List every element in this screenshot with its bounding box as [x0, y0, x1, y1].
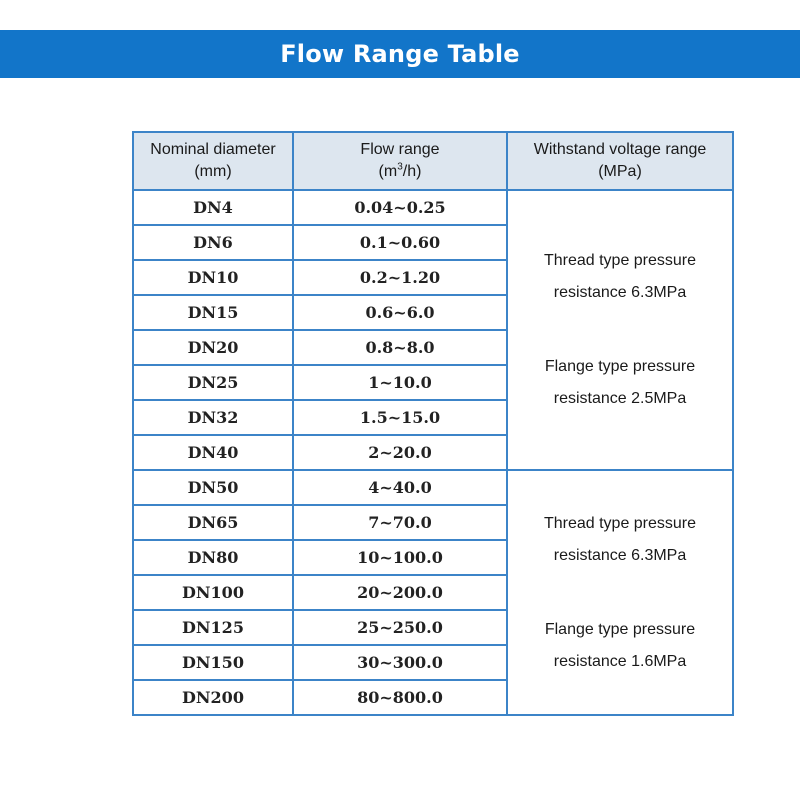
flange-rating-line: Flange type pressure — [544, 358, 696, 375]
flange-rating-line: Flange type pressure — [544, 620, 696, 638]
nominal-diameter-cell: DN65 — [133, 505, 293, 540]
nominal-diameter-cell: DN6 — [133, 225, 293, 260]
pressure-rating-cell — [507, 190, 733, 470]
flow-range-cell: 1~10.0 — [293, 365, 507, 400]
nominal-diameter-cell: DN4 — [133, 190, 293, 225]
table-row — [133, 190, 733, 225]
flow-range-table — [132, 131, 734, 716]
flange-rating-line: resistance 1.6MPa — [553, 652, 687, 670]
pressure-rating-cell — [507, 470, 733, 715]
flange-rating-line: resistance 2.5MPa — [553, 390, 687, 407]
flow-range-cell: 20~200.0 — [293, 575, 507, 610]
flow-range-cell: 0.2~1.20 — [293, 260, 507, 295]
nominal-diameter-cell: DN40 — [133, 435, 293, 470]
flow-range-cell: 2~20.0 — [293, 435, 507, 470]
flow-range-cell: 30~300.0 — [293, 645, 507, 680]
flow-range-cell: 0.8~8.0 — [293, 330, 507, 365]
table-row — [133, 470, 733, 505]
page-title: Flow Range Table — [280, 40, 520, 68]
flow-range-cell: 10~100.0 — [293, 540, 507, 575]
nominal-diameter-cell: DN125 — [133, 610, 293, 645]
header-withstand-voltage: Withstand voltage range (MPa) — [507, 132, 733, 190]
nominal-diameter-cell: DN100 — [133, 575, 293, 610]
nominal-diameter-cell: DN32 — [133, 400, 293, 435]
flow-range-cell: 25~250.0 — [293, 610, 507, 645]
flow-range-cell: 0.6~6.0 — [293, 295, 507, 330]
flow-range-cell: 4~40.0 — [293, 470, 507, 505]
header-flow-range: Flow range $(m^3/h)$ — [293, 132, 507, 190]
rating-spacer — [508, 309, 732, 351]
nominal-diameter-cell: DN200 — [133, 680, 293, 715]
nominal-diameter-cell: DN150 — [133, 645, 293, 680]
nominal-diameter-cell: DN25 — [133, 365, 293, 400]
nominal-diameter-cell: DN80 — [133, 540, 293, 575]
flow-range-cell: 80~800.0 — [293, 680, 507, 715]
thread-rating-line: Thread type pressure — [543, 514, 697, 532]
nominal-diameter-cell: DN20 — [133, 330, 293, 365]
flow-range-cell: 0.04~0.25 — [293, 190, 507, 225]
header-nominal-diameter: Nominal diameter (mm) — [133, 132, 293, 190]
flow-range-cell: 0.1~0.60 — [293, 225, 507, 260]
thread-rating-line: resistance 6.3MPa — [553, 546, 687, 564]
thread-rating-line: Thread type pressure — [543, 252, 697, 269]
table-header-row — [133, 132, 733, 190]
flow-range-cell: 1.5~15.0 — [293, 400, 507, 435]
nominal-diameter-cell: DN15 — [133, 295, 293, 330]
rating-spacer — [508, 572, 732, 614]
title-banner — [0, 30, 800, 78]
flow-range-cell: 7~70.0 — [293, 505, 507, 540]
thread-rating-line: resistance 6.3MPa — [553, 284, 687, 301]
nominal-diameter-cell: DN50 — [133, 470, 293, 505]
nominal-diameter-cell: DN10 — [133, 260, 293, 295]
